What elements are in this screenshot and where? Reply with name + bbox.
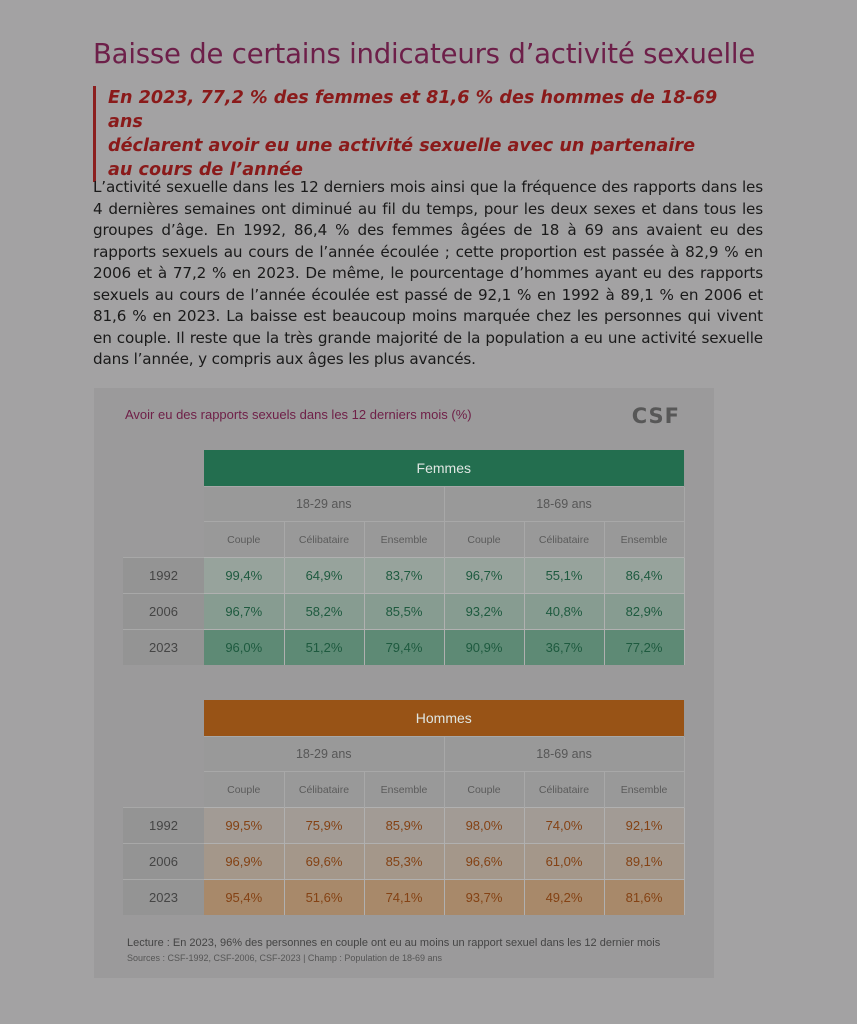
- table-cell: 99,4%: [204, 558, 284, 594]
- age-group-header: 18-69 ans: [444, 487, 684, 522]
- column-header: Célibataire: [524, 772, 604, 808]
- table-cell: 77,2%: [604, 630, 684, 666]
- table-cell: 96,7%: [444, 558, 524, 594]
- table-cell: 95,4%: [204, 880, 284, 916]
- table-cell: 58,2%: [284, 594, 364, 630]
- table-cell: 36,7%: [524, 630, 604, 666]
- table-cell: 90,9%: [444, 630, 524, 666]
- column-header: Ensemble: [364, 522, 444, 558]
- age-group-header: 18-69 ans: [444, 737, 684, 772]
- table-row: [123, 558, 684, 594]
- table-cell: 74,0%: [524, 808, 604, 844]
- table-row: [123, 880, 684, 916]
- column-header: Ensemble: [604, 522, 684, 558]
- year-label: 2023: [123, 630, 204, 666]
- year-label: 1992: [123, 808, 204, 844]
- table-cell: 55,1%: [524, 558, 604, 594]
- page-subtitle: En 2023, 77,2 % des femmes et 81,6 % des hommes de 18-69 ans déclarent avoir eu une activité sexuelle avec un partenaire au cours de l’année: [93, 86, 748, 182]
- table-row: [123, 630, 684, 666]
- table-cell: 40,8%: [524, 594, 604, 630]
- table-cell: 85,3%: [364, 844, 444, 880]
- age-group-header: 18-29 ans: [204, 737, 444, 772]
- table-cell: 49,2%: [524, 880, 604, 916]
- table-cell: 98,0%: [444, 808, 524, 844]
- table-row: [123, 594, 684, 630]
- body-paragraph: L’activité sexuelle dans les 12 derniers mois ainsi que la fréquence des rapports dans les 4 dernières semaines ont diminué au fil du temps, pour les deux sexes et dans tous les groupes d’âge. En 1992, 86,4 % des femmes âgées de 18 à 69 ans avaient eu des rapports sexuels au cours de l’année écoulée ; cette proportion est passée à 82,9 % en 2006 et à 77,2 % en 2023. De même, le pourcentage d’hommes ayant eu des rapports sexuels au cours de l’année écoulée est passé de 92,1 % en 1992 à 89,1 % en 2006 et 81,6 % en 2023. La baisse est beaucoup moins marquée chez les personnes qui vivent en couple. Il reste que la très grande majorité de la population a eu une activité sexuelle dans l’année, y compris aux âges les plus avancés.: [93, 178, 763, 368]
- table-cell: 64,9%: [284, 558, 364, 594]
- reading-note: Lecture : En 2023, 96% des personnes en couple ont eu au moins un rapport sexuel dans les 12 dernier mois: [127, 937, 661, 949]
- table-cell: 75,9%: [284, 808, 364, 844]
- femmes-header: Femmes: [204, 450, 684, 487]
- table-cell: 93,2%: [444, 594, 524, 630]
- table-cell: 51,2%: [284, 630, 364, 666]
- femmes-table: [123, 450, 685, 665]
- age-group-header: 18-29 ans: [204, 487, 444, 522]
- table-cell: 69,6%: [284, 844, 364, 880]
- table-row: [123, 844, 684, 880]
- table-cell: 81,6%: [604, 880, 684, 916]
- table-cell: 96,6%: [444, 844, 524, 880]
- hommes-table: [123, 700, 685, 915]
- table-cell: 99,5%: [204, 808, 284, 844]
- year-label: 2023: [123, 880, 204, 916]
- column-header: Ensemble: [364, 772, 444, 808]
- column-header: Ensemble: [604, 772, 684, 808]
- table-cell: 51,6%: [284, 880, 364, 916]
- sources-note: Sources : CSF-1992, CSF-2006, CSF-2023 | Champ : Population de 18-69 ans: [127, 953, 443, 963]
- table-cell: 86,4%: [604, 558, 684, 594]
- column-header: Célibataire: [284, 522, 364, 558]
- table-cell: 96,0%: [204, 630, 284, 666]
- table-cell: 79,4%: [364, 630, 444, 666]
- table-cell: 92,1%: [604, 808, 684, 844]
- table-cell: 74,1%: [364, 880, 444, 916]
- year-label: 2006: [123, 844, 204, 880]
- hommes-header: Hommes: [204, 700, 684, 737]
- column-header: Couple: [444, 522, 524, 558]
- table-cell: 85,5%: [364, 594, 444, 630]
- table-cell: 85,9%: [364, 808, 444, 844]
- table-cell: 61,0%: [524, 844, 604, 880]
- panel-title: Avoir eu des rapports sexuels dans les 12 derniers mois (%): [125, 407, 472, 422]
- page-title: Baisse de certains indicateurs d’activité sexuelle: [93, 38, 756, 70]
- year-label: 2006: [123, 594, 204, 630]
- column-header: Couple: [444, 772, 524, 808]
- table-cell: 82,9%: [604, 594, 684, 630]
- table-cell: 96,7%: [204, 594, 284, 630]
- column-header: Célibataire: [524, 522, 604, 558]
- csf-logo: CSF: [631, 404, 680, 428]
- table-cell: 96,9%: [204, 844, 284, 880]
- column-header: Couple: [204, 772, 284, 808]
- table-cell: 83,7%: [364, 558, 444, 594]
- table-row: [123, 808, 684, 844]
- table-cell: 93,7%: [444, 880, 524, 916]
- table-cell: 89,1%: [604, 844, 684, 880]
- year-label: 1992: [123, 558, 204, 594]
- column-header: Célibataire: [284, 772, 364, 808]
- table-panel: [94, 388, 714, 978]
- column-header: Couple: [204, 522, 284, 558]
